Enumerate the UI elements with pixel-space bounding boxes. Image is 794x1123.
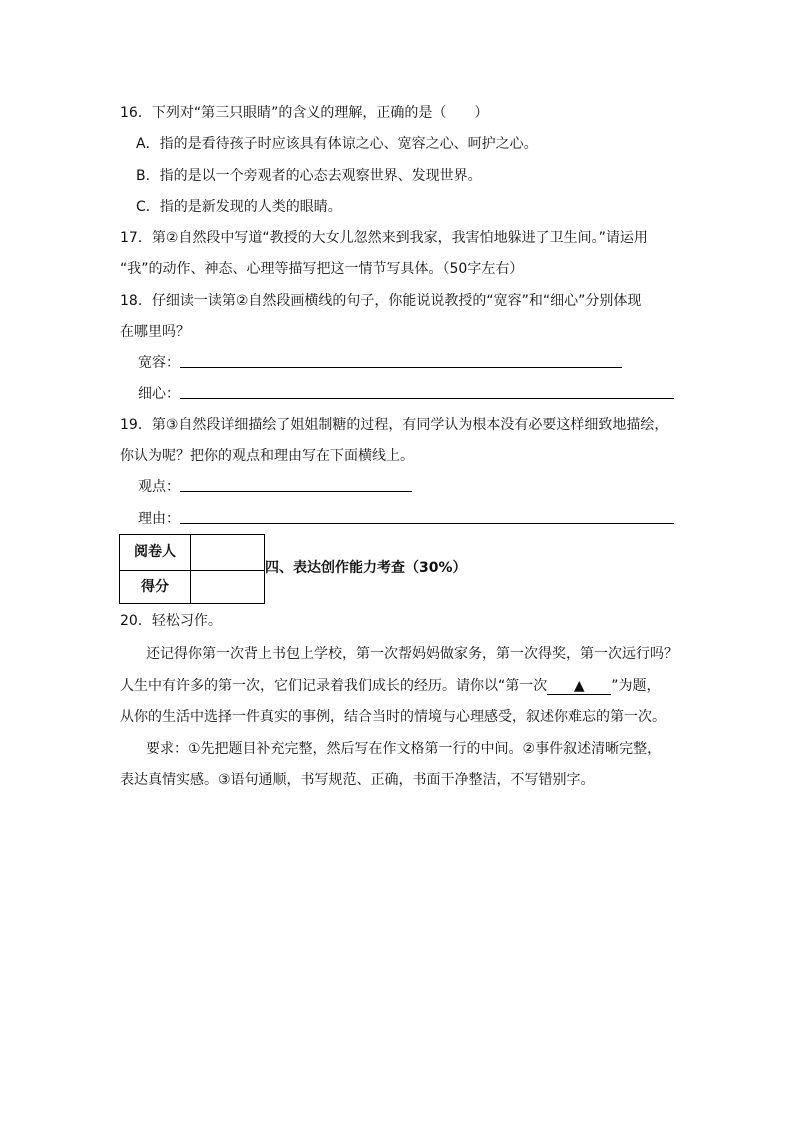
- q17-line-1: 17．第②自然段中写道“教授的大女儿忽然来到我家，我害怕地躲进了卫生间。”请运用: [120, 230, 648, 246]
- kuanrong-answer-line[interactable]: [180, 367, 622, 368]
- q16-stem: 16．下列对“第三只眼睛”的含义的理解，正确的是（ ）: [120, 105, 489, 121]
- liyou-label: 理由：: [138, 511, 180, 527]
- guandian-label: 观点：: [138, 479, 180, 495]
- q20-paragraph-line-2: [120, 677, 661, 695]
- kuanrong-label: 宽容：: [138, 355, 180, 371]
- q19-line-1: 19．第③自然段详细描绘了姐姐制糖的过程，有同学认为根本没有必要这样细致地描绘，: [120, 417, 669, 433]
- q20-paragraph-line-1: 还记得你第一次背上书包上学校，第一次帮妈妈做家务，第一次得奖，第一次远行吗？: [146, 646, 678, 662]
- q20-paragraph-line-2-start: 人生中有许多的第一次，它们记录着我们成长的经历。请你以“第一次: [120, 678, 548, 694]
- triangle-icon: ▲: [573, 678, 585, 694]
- score-label: 得分: [141, 579, 169, 595]
- q20-paragraph-line-3: 从你的生活中选择一件真实的事例，结合当时的情境与心理感受，叙述你难忘的第一次。: [120, 709, 666, 725]
- q16-option-a: A．指的是看待孩子时应该具有体谅之心、宽容之心、呵护之心。: [136, 136, 538, 152]
- q20-requirements-line-2: 表达真情实感。③语句通顺，书写规范、正确，书面干净整洁，不写错别字。: [120, 772, 595, 788]
- q16-option-c: C．指的是新发现的人类的眼睛。: [136, 199, 342, 215]
- q18-line-1: 18．仔细读一读第②自然段画横线的句子，你能说说教授的“宽容”和“细心”分别体现: [120, 293, 642, 309]
- q18-line-2: 在哪里吗？: [120, 324, 190, 340]
- q20-requirements-line-1: 要求：①先把题目补充完整，然后写在作文格第一行的中间。②事件叙述清晰完整，: [146, 741, 662, 757]
- q17-line-2: “我”的动作、神态、心理等描写把这一情节写具体。（50字左右）: [120, 261, 524, 277]
- liyou-answer-line[interactable]: [180, 523, 674, 524]
- score-box: [119, 534, 265, 604]
- score-box-divider: [190, 535, 191, 603]
- section-4-title: 四、表达创作能力考查（30%）: [265, 560, 467, 576]
- guandian-answer-line[interactable]: [180, 491, 412, 492]
- title-blank[interactable]: [547, 678, 611, 695]
- q19-line-2: 你认为呢？把你的观点和理由写在下面横线上。: [120, 448, 414, 464]
- reviewer-label: 阅卷人: [134, 544, 176, 560]
- q16-option-b: B．指的是以一个旁观者的心态去观察世界、发现世界。: [136, 168, 482, 184]
- xixin-answer-line[interactable]: [180, 398, 674, 399]
- q20-paragraph-line-2-end: ”为题，: [611, 678, 661, 694]
- q20-title: 20．轻松习作。: [120, 613, 222, 629]
- xixin-label: 细心：: [138, 386, 180, 402]
